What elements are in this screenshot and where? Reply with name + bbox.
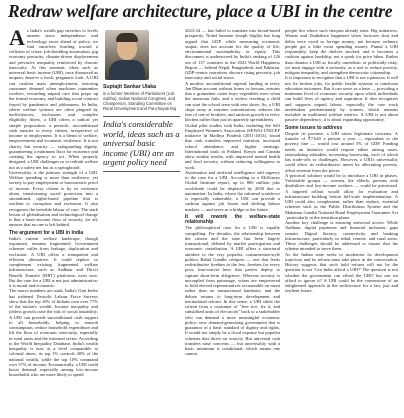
- column-1: [9, 25, 98, 378]
- article-paragraph: It is important to recognise that a UBI is not a panacea. It will not fix broken jobs, fix public health systems or transform education outcomes. But it can serve as a base — providing a minimum level of economic security upon which individuals can build lives of agency and aspiration. It also recognises and supports unpaid labour, especially the care work undertaken predominantly by women, which remains invisible in traditional welfare metrics. A UBI is not about passive dependency; it is about expanding opportunity.: [285, 75, 398, 123]
- article-paragraph: A modest, unconditional stipend, landing in every Jan Dhan account without forms or favours, ensures that a groundnut cutter buys vegetables even when the monsoon fails, and a widow teaching a child can start the school term with new shoes. So, a UBI chips away at extreme concentration, reduces the fear of one of brothers, and anchors growth in every kitchen rather than just in quarterly spreadsheets.: [185, 80, 280, 123]
- article-paragraph: Despite its promise, a UBI raises legitimate concerns. A transfer of ₹7,620 a person a year — equivalent to the poverty line — would cost around 5% of GDP. Funding needs an initiative would require either raising taxes, rationalising subsidies, increasing borrowing, each of which has trade-offs or challenges. However, a UBI's universality could allow its redistributive intent by alleviating poverty, offset revenue from the prices.: [285, 130, 398, 173]
- article-paragraph: A practical solution would be to introduce a UBI in phases. Vulnerable groups — women, the elderly, persons with disabilities and low-income workers — could be prioritised. A targeted rollout would allow for evaluation and infrastructure building before full-scale implementation. A UBI could also complement, rather than replace, essential schemes such as the Public Distribution System and the Mahatma Gandhi National Rural Employment Guarantee Act , particularly in the transition phase.: [285, 172, 398, 220]
- article-paragraph: India's current welfare landscape, though expansive, remains fragmented. Government schemes suffer from leakage, duplication and exclusion. A UBI offers a transparent and efficient alternative. It could replace or complement existing fragmented welfare infrastructure, such as Aadhaar and Direct Benefit Transfer (DBT) platforms, exist now. But the case for a UBI is not just administrative; it is moral and economic.: [9, 235, 98, 288]
- article-paragraph: Another key challenge is ensuring universal access. While Aadhaar, digital payments and financial inclusion, gaps remain. Digital literacy, connectivity and banking infrastructure, particularly in tribal, remote, and rural areas. These challenges should be addressed to ensure that the scheme intended to serve them.: [285, 220, 398, 252]
- section-subhead: It will rework the welfare-state relationship: [185, 213, 280, 225]
- author-name: Suptajit Sankar Ulaka: [103, 84, 157, 90]
- author-bio: is a former Member of Parliament (Lok Sabha), Indian National Congress, and Chairperson, Standing Committee on Rural Development and Panchayati Raj: [103, 91, 177, 111]
- drop-cap: A: [9, 25, 25, 50]
- article-paragraph: Universality is the primary strength of a UBI. Welfare spending is more than resilience, yet society to pay employment or bureaucratic proof of income. Every citizen is by its existence alone, transforming social protection into a streamlined, rights-based pipeline that is resilient to corruption and exclusion. It also recognises the invisible labour of care. The stark lesson of globalisation and technological change is that a basic-income floor of security, for all, ensures that no one is left behind.: [9, 169, 98, 228]
- pull-quote: India's considerable world, ideas such as a universal basic income (UBI) are an urgent policy need: [103, 119, 180, 168]
- article-paragraph: 2023-24 — has failed to translate into broad-based prosperity. Nobel laureate Joseph Stiglitz has long argued that GDP, while measuring economic output, does not account for the quality of life, environmental sustainability or equity. This disconnect is underscored by India's ranking of 126 out of 137 countries in the 2023 World Happiness Report — behind Nepal, Bangladesh, and Pakistan. GDP-centric narratives obscure rising precarity, job insecurity and social stress.: [185, 28, 280, 81]
- article-paragraph: As the Indian state seeks to modernise its development trajectory and its reform must take place in the conversation. History suggests that such bold reform will not be the question is not 'Can India afford a UBI?' The question is not whether the government can afford the UBI? but can we afford to ignore it? A UBI could be the cornerstone of an enlightened approach in the architecture for a fair, just and resilient future.: [285, 251, 398, 294]
- divider: [103, 171, 180, 172]
- article-paragraph: people live where such cheques already exist. Big initiatives. Wemar and Zimbabwe happened when factories shut and debts were owed to foreign money, not because ordinary people got a little extra spending money. Pumal a UBI responsibly, keep the shelves stocked, and it becomes a cushion against hardship, not a spark for price hikes. Rather than dismiss a UBI as fiscally unrealistic or politically risky, we must engage with it seriously, as a tool to reduce poverty, mitigate inequality, and strengthen democratic citizenship.: [285, 28, 398, 75]
- column-4: [285, 28, 398, 294]
- section-subhead: Some issues to address: [285, 124, 343, 131]
- column-2: [103, 28, 180, 175]
- divider: [103, 116, 180, 117]
- author-photo: [105, 30, 149, 80]
- section-subhead: The argument for a UBI in India: [9, 229, 84, 236]
- article-paragraph: Global pilot studies with India, including the Self Employed Women's Association (SEWA)-UNICEF initiative in Madhya Pradesh (2011-2013), found that cash transfers improved nutrition, increased school attendance, and higher earnings. International trials in Finland, Kenya and Canada show similar results, with improved mental health and food security, without reducing willingness to work.: [185, 122, 280, 170]
- article-paragraph: As India's wealth gap stretches to levels unseen since independence and technology races ahead of policy, we find ourselves hurtling toward a collision of crises: job-shedding automation, gig economy precarity, climate-driven displacement and pervasive inequality reinforced by chronic insecurity. At this moment, ideas such as universal basic income (UBI), once dismissed as utopian, deserve a fresh, pragmatic look. A UBI can cushion mass unemployment, restoring consumer demand when machines outnumber workers, rewarding unpaid care that props up the formal economy, and building social contract frayed by pandemics and joblessness. In India, where welfare systems are often plagued by inefficiencies, exclusions and complex eligibility filters, a UBI offers a radical yet simple proposition: a periodic, unconditional cash transfer to every citizen, irrespective of income or employment. It is a blend of welfare, empowerment and economic resilience. It is not charity but security — safeguarding dignity, guaranteeing a minimum floor for existence and creating the agency to act. When properly designed, a UBI challenges us to rethink welfare not as a safety net but as a springboard.: [9, 25, 98, 170]
- article-headline: Redraw welfare architecture, place a UBI in the centre: [8, 2, 393, 20]
- column-3: [185, 28, 280, 357]
- article-paragraph: The philosophical case for a UBI is equally compelling. For decades, the relationship between the citizen and the state has been largely transactional, defined by market participation and economic contribution. A UBI offers a structural antidote to the very populist, consumerism-style politics Rahul Gandhi critiques — one that feeds redistributive freebies to the few, freebies for every poor, loan-waiver here, that parties deploy to capture short-term allegiance. Whereas security is uncoupled from patronage, voters are empowered to hold elected representatives accountable on merit rather than on transactional handouts, and the debate returns to long-term development and institutional reform. In this sense, a UBI shifts the citizen from a consumer of "free rice, fix it, and subsidised units of electricity" back to a stakeholder who can demand a more meaningful economic policy: new demand-generating government that is guarantor of a basic standard of dignity and rights. It would not simply be a fiscal expense but populist schemes that thrive on scarcity. But universal cash transfers raise concerns — but universality with a basic minimum is conditional, which means one cannot: [185, 225, 280, 357]
- article-paragraph: The macro numbers are stark. India's Gini Index has widened. Periodic Labour Force Surveys show that the top 10% of Indians own over 77% of the nation's wealth. Income inequality and jobless growth raise the risk of social instability. A UBI can provide unconditional cash support to all households, helping to smooth consumption, reduce household expenditure and lift the floor of economic insecurity, especially in rural areas and the informal sector. According to the World Inequality Database, India's wealth inequality is now at a level comparable to colonial times; its top 1% controls 40% of the national wealth, while the top 10% command over 57% of income. Economically, a UBI could boost demand, especially among low-income households who are more likely to spend: [9, 288, 98, 378]
- article-paragraph: Automation and artificial intelligence add urgency to the case for a UBI. According to a McKinsey Global Institute report, up to 800 million jobs worldwide could be displaced by 2030 due to automation. In India, where the informal workforce is especially vulnerable, a UBI can provide a cushion against job losses and shifting labour markets — and serve as a bridge to the future.: [185, 169, 280, 212]
- author-box: [103, 30, 180, 111]
